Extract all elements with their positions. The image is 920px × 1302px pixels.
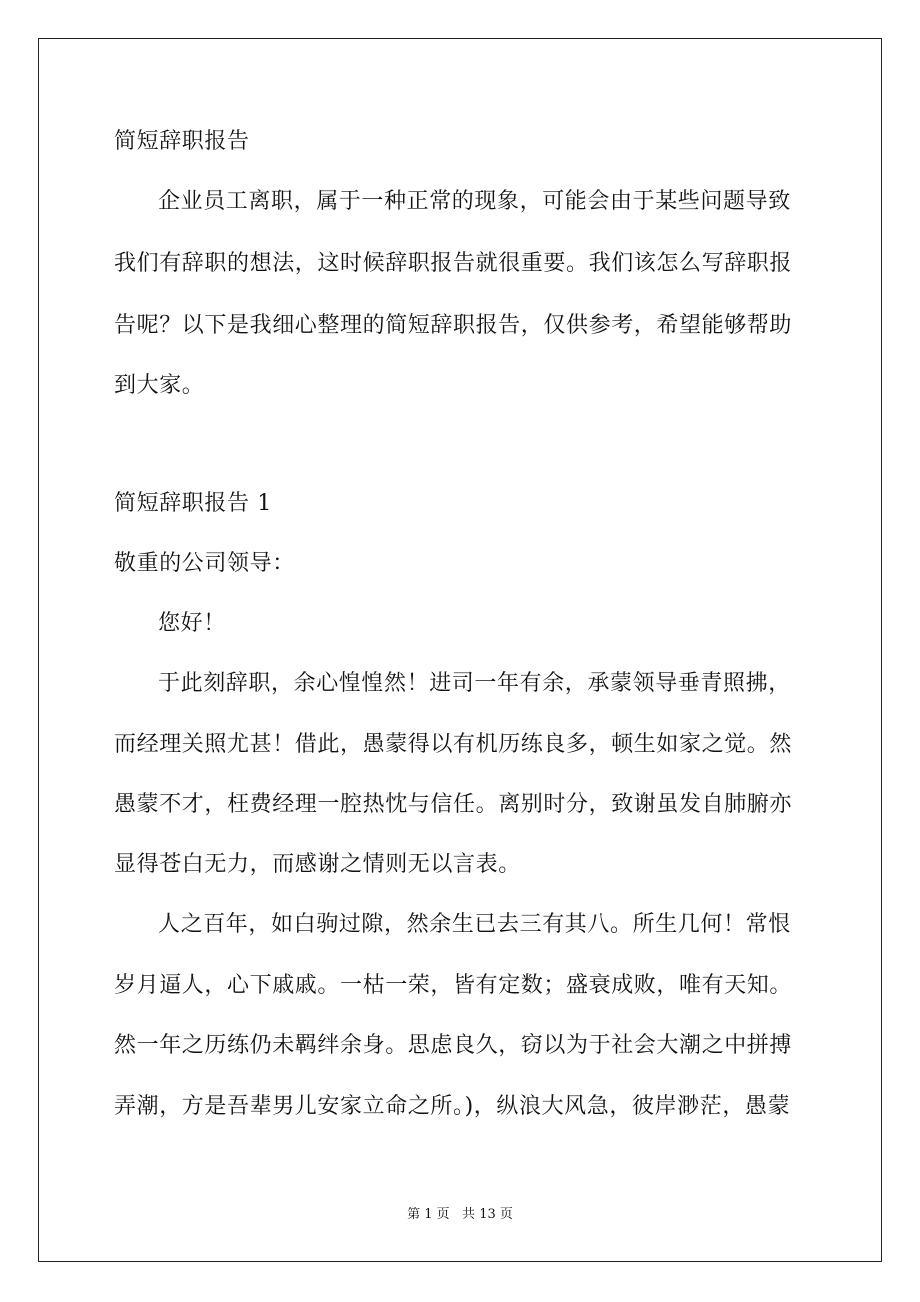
page-border — [38, 38, 882, 1262]
intro-line-4: 到大家。 — [114, 373, 205, 398]
paragraph1-line-4: 显得苍白无力，而感谢之情则无以言表。 — [114, 852, 521, 877]
salutation: 敬重的公司领导： — [114, 551, 295, 576]
paragraph2-line-4: 弄潮，方是吾辈男儿安家立命之所。)，纵浪大风急，彼岸渺茫，愚蒙 — [114, 1094, 791, 1119]
intro-line-1: 企业员工离职，属于一种正常的现象，可能会由于某些问题导致 — [158, 189, 791, 214]
paragraph2-line-2: 岁月逼人，心下戚戚。一枯一荣，皆有定数；盛衰成败，唯有天知。 — [114, 973, 793, 998]
paragraph2-line-1: 人之百年，如白驹过隙，然余生已去三有其八。所生几何！常恨 — [158, 912, 791, 937]
document-title: 简短辞职报告 — [114, 129, 250, 154]
section-heading: 简短辞职报告 1 — [114, 491, 272, 516]
greeting: 您好！ — [158, 611, 226, 636]
paragraph1-line-3: 愚蒙不才，枉费经理一腔热忱与信任。离别时分，致谢虽发自肺腑亦 — [114, 792, 793, 817]
paragraph1-line-1: 于此刻辞职，余心惶惶然！进司一年有余，承蒙领导垂青照拂， — [158, 671, 791, 696]
intro-line-3: 告呢？以下是我细心整理的简短辞职报告，仅供参考，希望能够帮助 — [114, 313, 793, 338]
paragraph2-line-3: 然一年之历练仍未羁绊余身。思虑良久，窃以为于社会大潮之中拼搏 — [114, 1033, 793, 1058]
paragraph1-line-2: 而经理关照尤甚！借此，愚蒙得以有机历练良多，顿生如家之觉。然 — [114, 732, 793, 757]
intro-line-2: 我们有辞职的想法，这时候辞职报告就很重要。我们该怎么写辞职报 — [114, 251, 793, 276]
page-footer: 第 1 页 共 13 页 — [407, 1207, 513, 1222]
